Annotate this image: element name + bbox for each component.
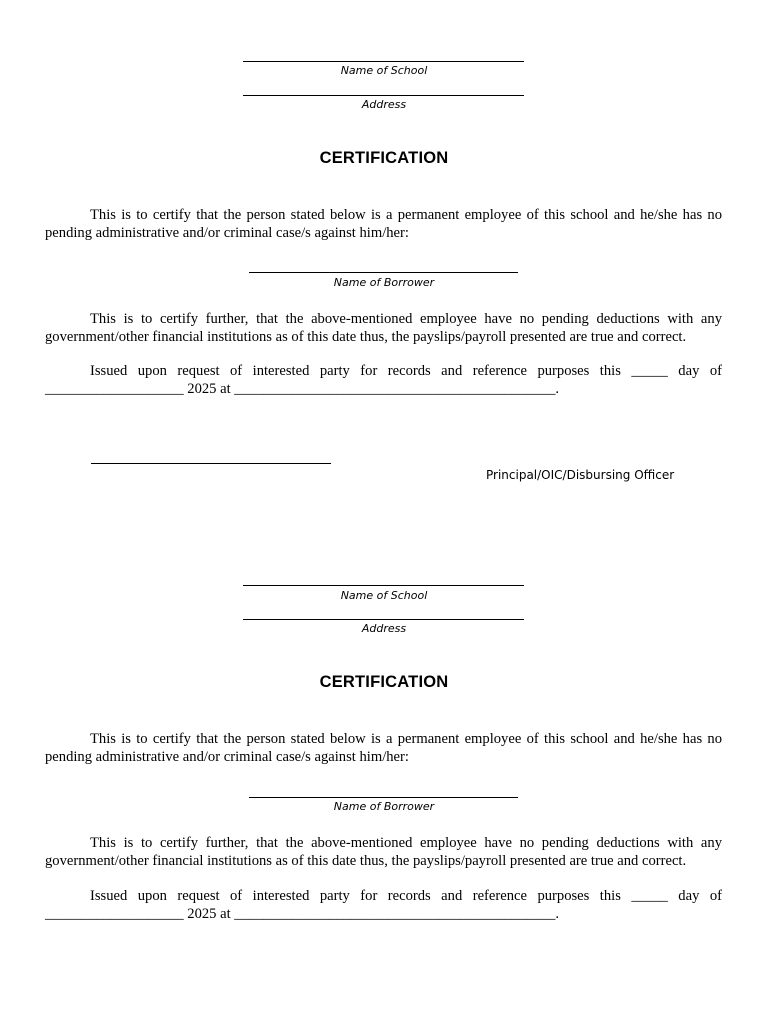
- borrower-name-line[interactable]: [249, 272, 518, 273]
- certification-title: CERTIFICATION: [319, 149, 449, 167]
- signature-line[interactable]: [91, 463, 331, 464]
- signatory-caption: Principal/OIC/Disbursing Officer: [486, 468, 675, 482]
- paragraph-no-deductions: [45, 310, 722, 346]
- paragraph-text: Issued upon request of interested party for records and reference purposes this _____ day of ___________________ 2025 at ____________________________________________.: [45, 363, 722, 397]
- borrower-name-caption: Name of Borrower: [333, 800, 435, 813]
- paragraph-text: Issued upon request of interested party for records and reference purposes this _____ day of ___________________ 2025 at ____________________________________________.: [45, 888, 722, 922]
- certification-title: CERTIFICATION: [319, 673, 449, 691]
- paragraph-text: This is to certify further, that the above-mentioned employee have no pending deductions with any government/other financial institutions as of this date thus, the payslips/payroll presented are true and correct.: [45, 311, 722, 345]
- school-name-caption: Name of School: [340, 589, 428, 602]
- address-line[interactable]: [243, 619, 524, 620]
- school-name-caption: Name of School: [340, 64, 428, 77]
- address-caption: Address: [361, 98, 407, 111]
- paragraph-permanent-employee: [45, 206, 722, 242]
- paragraph-no-deductions: [45, 834, 722, 870]
- borrower-name-caption: Name of Borrower: [333, 276, 435, 289]
- address-caption: Address: [361, 622, 407, 635]
- borrower-name-line[interactable]: [249, 797, 518, 798]
- paragraph-text: This is to certify further, that the above-mentioned employee have no pending deductions with any government/other financial institutions as of this date thus, the payslips/payroll presented are true and correct.: [45, 835, 722, 869]
- paragraph-issued-upon-request: [45, 887, 722, 923]
- school-name-line[interactable]: [243, 61, 524, 62]
- address-line[interactable]: [243, 95, 524, 96]
- paragraph-permanent-employee: [45, 730, 722, 766]
- school-name-line[interactable]: [243, 585, 524, 586]
- paragraph-text: This is to certify that the person stated below is a permanent employee of this school and he/she has no pending administrative and/or criminal case/s against him/her:: [45, 731, 722, 765]
- paragraph-text: This is to certify that the person stated below is a permanent employee of this school and he/she has no pending administrative and/or criminal case/s against him/her:: [45, 207, 722, 241]
- paragraph-issued-upon-request: [45, 362, 722, 398]
